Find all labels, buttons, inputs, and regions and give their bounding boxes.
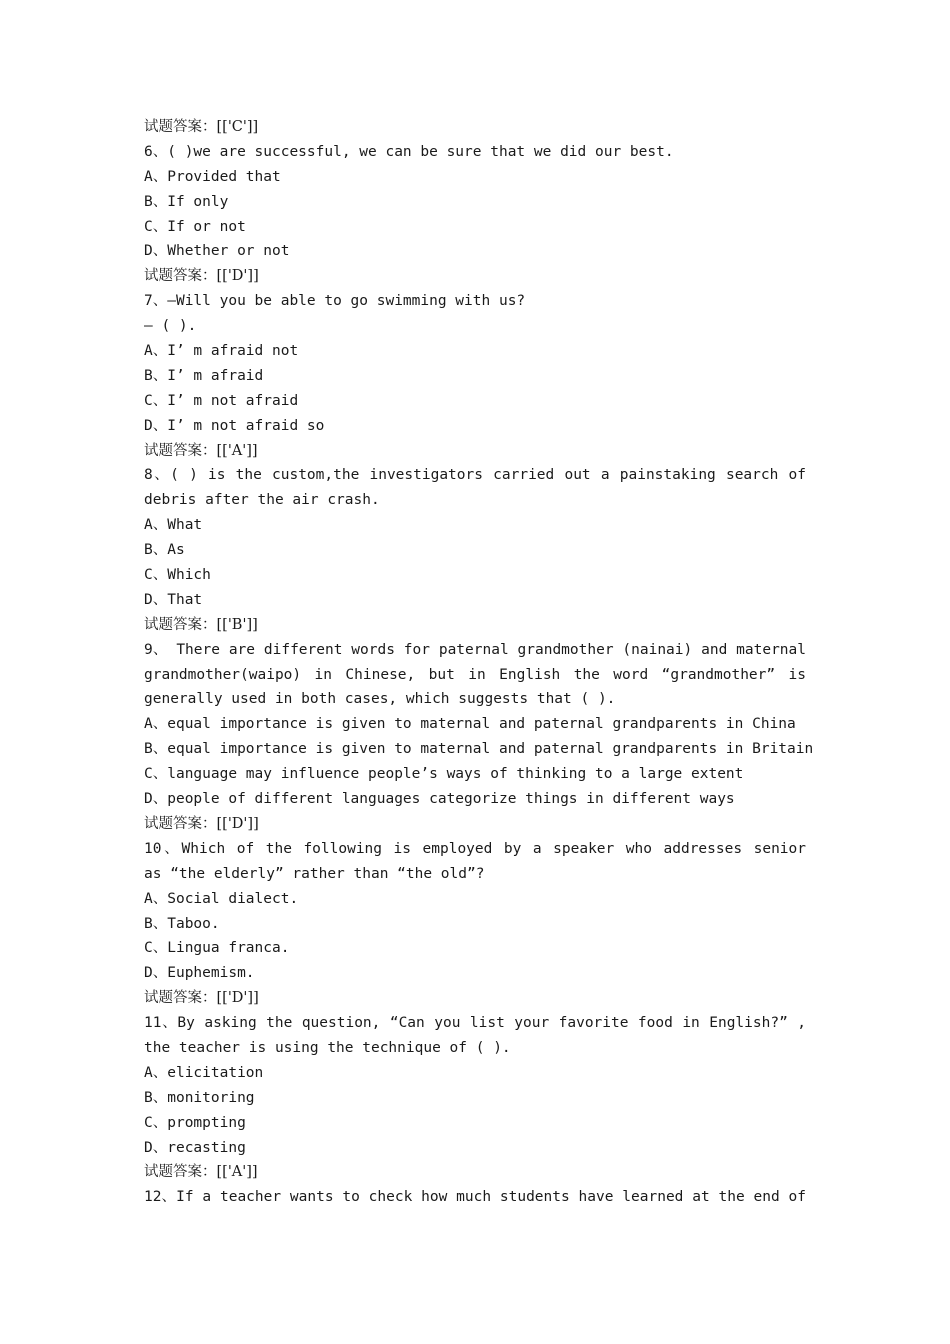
answer-line: 试题答案：[['C']] <box>144 119 259 135</box>
option-line: A、equal importance is given to maternal and paternal grandparents in China <box>144 716 796 733</box>
option-line: D、people of different languages categorize things in different ways <box>144 791 735 808</box>
document-page <box>144 115 814 1210</box>
option-line: A、Social dialect. <box>144 890 299 907</box>
option-line: C、I’ m not afraid <box>144 392 299 409</box>
answer-line: 试题答案：[['A']] <box>144 1164 258 1181</box>
option-line: C、If or not <box>144 218 246 235</box>
option-line: D、I’ m not afraid so <box>144 417 325 434</box>
option-line: B、monitoring <box>144 1089 255 1106</box>
option-line: C、Lingua franca. <box>144 940 290 957</box>
answer-line: 试题答案：[['D']] <box>144 990 259 1007</box>
question-text-line: — ( ). <box>144 318 197 335</box>
question-text-line: generally used in both cases, which suggests that ( ). <box>144 691 616 708</box>
answer-line: 试题答案：[['A']] <box>144 442 258 459</box>
answer-line: 试题答案：[['D']] <box>144 815 259 832</box>
option-line: C、Which <box>144 567 211 584</box>
option-line: A、What <box>144 517 203 534</box>
option-line: D、recasting <box>144 1139 246 1156</box>
question-text-line: 12、If a teacher wants to check how much students have learned at the end of <box>144 1189 806 1206</box>
option-line: B、I’ m afraid <box>144 367 264 384</box>
question-text-line: 7、—Will you be able to go swimming with us? <box>144 293 526 310</box>
option-line: A、I’ m afraid not <box>144 343 299 360</box>
answer-line: 试题答案：[['B']] <box>144 616 258 633</box>
option-line: C、language may influence people’s ways of thinking to a large extent <box>144 766 744 783</box>
answer-line: 试题答案：[['D']] <box>144 268 259 285</box>
question-text-line: 8、( ) is the custom,the investigators carried out a painstaking search of <box>144 467 806 484</box>
option-line: A、elicitation <box>144 1064 264 1081</box>
question-text-line: 10、Which of the following is employed by a speaker who addresses senior <box>144 840 806 857</box>
option-line: B、If only <box>144 193 229 210</box>
question-text-line: grandmother(waipo) in Chinese, but in English the word “grandmother” is <box>144 666 806 683</box>
option-line: A、Provided that <box>144 168 281 185</box>
option-line: D、That <box>144 591 203 608</box>
option-line: C、prompting <box>144 1114 246 1131</box>
question-text-line: the teacher is using the technique of ( ). <box>144 1039 511 1056</box>
question-text-line: 11、By asking the question, “Can you list your favorite food in English?” , <box>144 1015 806 1032</box>
option-line: B、As <box>144 542 185 559</box>
option-line: D、Euphemism. <box>144 965 255 982</box>
option-line: B、equal importance is given to maternal and paternal grandparents in Britain <box>144 741 814 758</box>
option-line: D、Whether or not <box>144 243 290 260</box>
question-text-line: 9、 There are different words for paternal grandmother (nainai) and maternal <box>144 641 806 658</box>
question-text-line: 6、( )we are successful, we can be sure that we did our best. <box>144 143 674 160</box>
option-line: B、Taboo. <box>144 915 220 932</box>
question-text-line: debris after the air crash. <box>144 492 380 509</box>
question-text-line: as “the elderly” rather than “the old”? <box>144 865 485 882</box>
